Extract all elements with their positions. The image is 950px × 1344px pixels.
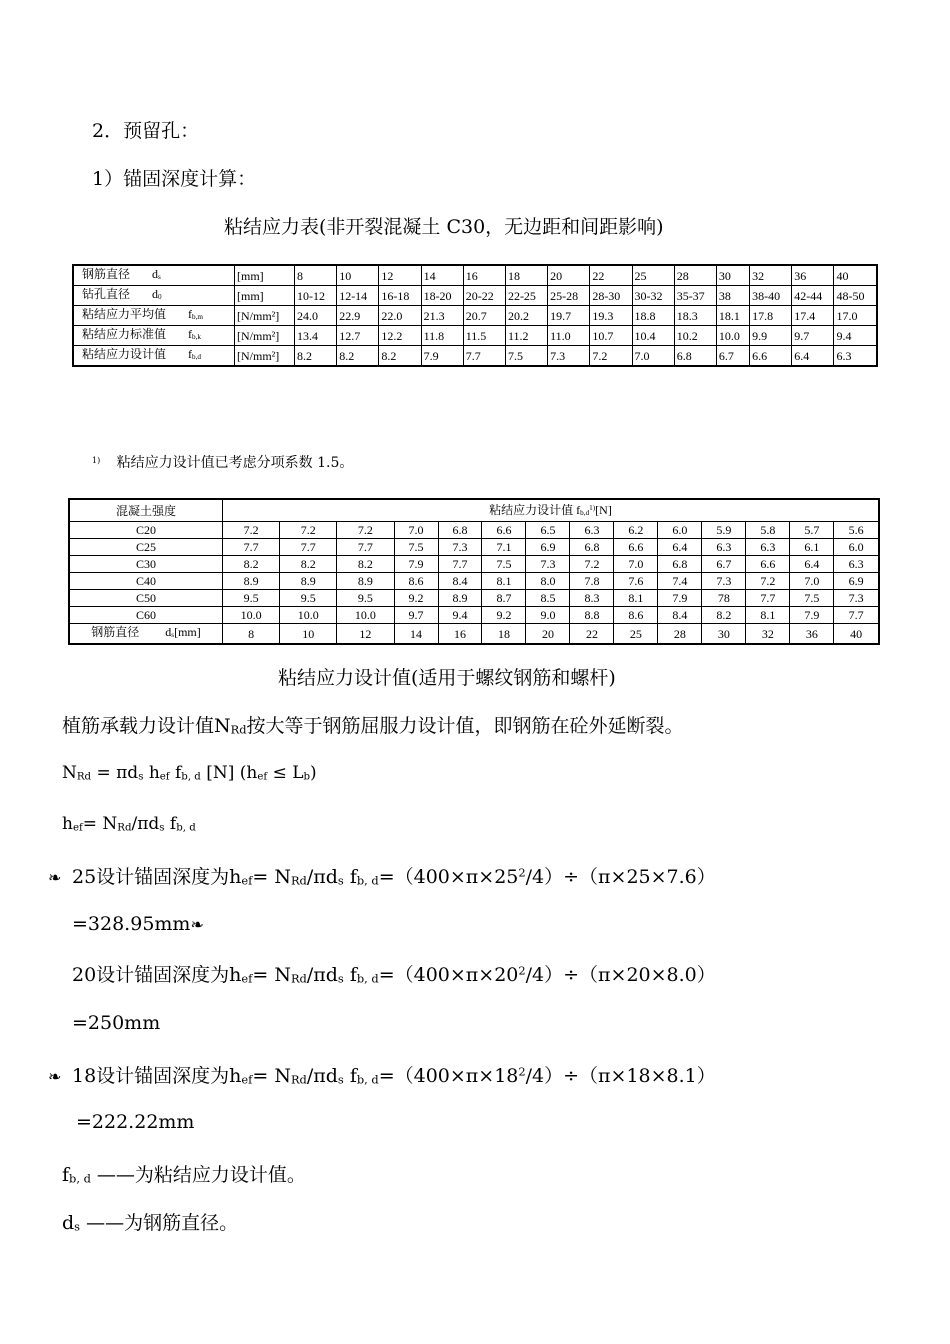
table2-cell: 8.1 <box>482 573 526 590</box>
table1-cell: 22.9 <box>337 306 379 326</box>
table1-row-label: 钻孔直径 $d_0$ <box>73 286 235 306</box>
table2-cell: 8.1 <box>746 607 790 624</box>
bond-design-table <box>68 498 880 645</box>
table1-cell: 9.7 <box>792 326 834 346</box>
table1-row-unit: [mm] <box>235 286 295 306</box>
table2-footer-cell: 20 <box>526 624 570 645</box>
table2-row <box>69 522 879 539</box>
table1-cell: 12.7 <box>337 326 379 346</box>
table1-cell: 7.0 <box>632 346 674 367</box>
table2-cell: 7.3 <box>526 556 570 573</box>
table1-cell: 12.2 <box>379 326 421 346</box>
table1-cell: 10.0 <box>716 326 749 346</box>
table1-cell: 8.2 <box>337 346 379 367</box>
table1-cell: 42-44 <box>792 286 834 306</box>
table2-cell: 78 <box>702 590 746 607</box>
table2-header-row <box>69 499 879 522</box>
table2-footer-cell: 12 <box>337 624 394 645</box>
calc-20-result: =250mm <box>72 1012 161 1034</box>
table1-cell: 7.7 <box>463 346 505 367</box>
paragraph-1: 植筋承载力设计值$N_{Rd}$按大等于钢筋屈服力设计值，即钢筋在砼外延断裂。 <box>62 715 684 737</box>
table2-cell: 6.8 <box>438 522 482 539</box>
table1-row-unit: [mm] <box>235 265 295 286</box>
table2-cell: 7.2 <box>280 522 337 539</box>
table2-cell: 10.0 <box>223 607 280 624</box>
table2-cell: 6.7 <box>702 556 746 573</box>
table1-cell: 10-12 <box>295 286 337 306</box>
table2-cell: 8.6 <box>394 573 438 590</box>
table1-cell: 6.3 <box>834 346 877 367</box>
table2-cell: 5.7 <box>790 522 834 539</box>
table1-cell: 6.4 <box>792 346 834 367</box>
table2-cell: 7.0 <box>394 522 438 539</box>
calc-25: ❧ 25设计锚固深度为$h_{ef}= N_{Rd}/\pi d_s$ $f_{b, d}=(400\times\pi\times 25^2/4)\div(\pi\times 25\times 7.6)$ <box>48 865 716 888</box>
table1-cell: 6.7 <box>716 346 749 367</box>
table2-cell: 7.9 <box>394 556 438 573</box>
table1-caption: 粘结应力表(非开裂混凝土 C30，无边距和间距影响) <box>224 216 664 238</box>
table1-cell: 19.3 <box>590 306 632 326</box>
bond-stress-table <box>72 264 878 367</box>
table2-cell: 9.5 <box>223 590 280 607</box>
table1-row <box>73 306 877 326</box>
table2-cell: 7.6 <box>614 573 658 590</box>
table2-grade: C20 <box>69 522 223 539</box>
table2-cell: 6.3 <box>570 522 614 539</box>
table1-cell: 14 <box>421 265 463 286</box>
table1-cell: 12 <box>379 265 421 286</box>
table1-cell: 21.3 <box>421 306 463 326</box>
section-heading: 2．预留孔： <box>92 120 200 142</box>
rebar-symbol-icon: ❧ <box>190 915 204 934</box>
footnote-text: 粘结应力设计值已考虑分项系数 1.5。 <box>116 455 354 471</box>
table2-header-left: 混凝土强度 <box>69 499 223 522</box>
table2-cell: 7.2 <box>746 573 790 590</box>
table2-cell: 7.1 <box>482 539 526 556</box>
table2-cell: 9.4 <box>438 607 482 624</box>
table2-footer-cell: 14 <box>394 624 438 645</box>
table1-cell: 38 <box>716 286 749 306</box>
table2-cell: 7.2 <box>337 522 394 539</box>
table1-cell: 28-30 <box>590 286 632 306</box>
table1-cell: 19.7 <box>548 306 590 326</box>
table1-cell: 18.1 <box>716 306 749 326</box>
table1-cell: 18-20 <box>421 286 463 306</box>
table2-cell: 7.2 <box>223 522 280 539</box>
table2-cell: 10.0 <box>337 607 394 624</box>
table2-footer-cell: 18 <box>482 624 526 645</box>
table1-cell: 28 <box>674 265 716 286</box>
table2-cell: 9.2 <box>394 590 438 607</box>
table1-row-unit: [N/mm²] <box>235 306 295 326</box>
table2-cell: 8.9 <box>223 573 280 590</box>
table1-cell: 32 <box>750 265 792 286</box>
table2-footer-cell: 32 <box>746 624 790 645</box>
table1-cell: 9.4 <box>834 326 877 346</box>
table2-row <box>69 539 879 556</box>
table1-cell: 12-14 <box>337 286 379 306</box>
table2-cell: 7.5 <box>482 556 526 573</box>
table1-cell: 8 <box>295 265 337 286</box>
table2-cell: 7.7 <box>438 556 482 573</box>
table1-row-label: 粘结应力标准值 $f_{b,k}$ <box>73 326 235 346</box>
table1-row-unit: [N/mm²] <box>235 326 295 346</box>
table2-cell: 7.5 <box>394 539 438 556</box>
formula-1: $N_{Rd} = \pi d_s$ $h_{ef}$ $f_{b, d}$ [N] $(h_{ef} \le L_b)$ <box>62 763 317 783</box>
table2-cell: 7.9 <box>658 590 702 607</box>
table2-cell: 7.3 <box>702 573 746 590</box>
table1-cell: 18 <box>505 265 547 286</box>
footnote-mark: 1) <box>92 456 101 465</box>
table2-footer-cell: 22 <box>570 624 614 645</box>
table1-cell: 22 <box>590 265 632 286</box>
table2-cell: 9.0 <box>526 607 570 624</box>
table2-cell: 6.6 <box>482 522 526 539</box>
table2-grade: C50 <box>69 590 223 607</box>
table2-footer-cell: 25 <box>614 624 658 645</box>
table2-cell: 8.5 <box>526 590 570 607</box>
table2-cell: 7.5 <box>790 590 834 607</box>
table2-footer-cell: 30 <box>702 624 746 645</box>
table2-cell: 6.3 <box>702 539 746 556</box>
table2-footer-cell: 40 <box>834 624 879 645</box>
calc-18-result: =222.22mm <box>76 1111 195 1133</box>
table1-cell: 6.8 <box>674 346 716 367</box>
table1-cell: 6.6 <box>750 346 792 367</box>
table2-cell: 9.7 <box>394 607 438 624</box>
formula-2: $h_{ef}= N_{Rd}/\pi d_s$ $f_{b, d}$ <box>62 814 196 834</box>
table2-cell: 7.2 <box>570 556 614 573</box>
table2-caption: 粘结应力设计值(适用于螺纹钢筋和螺杆) <box>278 667 616 689</box>
table2-cell: 8.2 <box>337 556 394 573</box>
table2-footer-cell: 10 <box>280 624 337 645</box>
table2-cell: 7.7 <box>280 539 337 556</box>
table2-cell: 8.9 <box>337 573 394 590</box>
table1-cell: 48-50 <box>834 286 877 306</box>
table1-cell: 20.7 <box>463 306 505 326</box>
table1-row <box>73 286 877 306</box>
table1-cell: 8.2 <box>295 346 337 367</box>
table1-row-label: 粘结应力设计值 $f_{b,d}$ <box>73 346 235 367</box>
calc-25-result: =328.95mm❧ <box>72 913 214 935</box>
table1-cell: 7.5 <box>505 346 547 367</box>
table1-cell: 16 <box>463 265 505 286</box>
table1-cell: 22-25 <box>505 286 547 306</box>
table2-cell: 7.9 <box>790 607 834 624</box>
table2-cell: 7.3 <box>834 590 879 607</box>
table2-cell: 6.3 <box>746 539 790 556</box>
table2-header-right: 粘结应力设计值 $f_{b,d}^{1)}[N]$ <box>223 499 880 522</box>
table2-row <box>69 590 879 607</box>
table2-cell: 6.5 <box>526 522 570 539</box>
table1-cell: 16-18 <box>379 286 421 306</box>
table2-cell: 7.7 <box>223 539 280 556</box>
table2-cell: 8.8 <box>570 607 614 624</box>
rebar-symbol-icon: ❧ <box>48 868 62 887</box>
table2-cell: 10.0 <box>280 607 337 624</box>
table2-cell: 6.4 <box>658 539 702 556</box>
table1-cell: 7.9 <box>421 346 463 367</box>
definition-ds: $d_s$ ——为钢筋直径。 <box>62 1212 239 1234</box>
table2-grade: C60 <box>69 607 223 624</box>
table2-cell: 6.6 <box>614 539 658 556</box>
table1-cell: 10.7 <box>590 326 632 346</box>
table1-cell: 13.4 <box>295 326 337 346</box>
table2-cell: 9.5 <box>280 590 337 607</box>
table2-cell: 8.2 <box>702 607 746 624</box>
table2-cell: 6.0 <box>658 522 702 539</box>
table1-cell: 7.2 <box>590 346 632 367</box>
table2-row <box>69 556 879 573</box>
table1-cell: 18.8 <box>632 306 674 326</box>
table1-cell: 10.2 <box>674 326 716 346</box>
table1-cell: 30-32 <box>632 286 674 306</box>
table2-footer-cell: 28 <box>658 624 702 645</box>
table1-row <box>73 265 877 286</box>
rebar-symbol-icon: ❧ <box>48 1067 62 1086</box>
table1-cell: 10 <box>337 265 379 286</box>
table2-cell: 6.1 <box>790 539 834 556</box>
table1-cell: 20 <box>548 265 590 286</box>
table1-row-unit: [N/mm²] <box>235 346 295 367</box>
table2-cell: 8.2 <box>223 556 280 573</box>
table2-cell: 7.8 <box>570 573 614 590</box>
table2-cell: 9.5 <box>337 590 394 607</box>
table1-row <box>73 346 877 367</box>
table1-cell: 36 <box>792 265 834 286</box>
table1-cell: 40 <box>834 265 877 286</box>
table1-cell: 11.5 <box>463 326 505 346</box>
calc-18: ❧ 18设计锚固深度为$h_{ef}= N_{Rd}/\pi d_s$ $f_{b, d}=(400\times\pi\times 18^2/4)\div(\pi\times 18\times 8.1)$ <box>48 1064 716 1087</box>
table2-cell: 8.4 <box>438 573 482 590</box>
table1-cell: 38-40 <box>750 286 792 306</box>
table1-cell: 11.0 <box>548 326 590 346</box>
table1-cell: 9.9 <box>750 326 792 346</box>
table2-cell: 6.6 <box>746 556 790 573</box>
table2-cell: 9.2 <box>482 607 526 624</box>
table2-cell: 8.4 <box>658 607 702 624</box>
table2-grade: C40 <box>69 573 223 590</box>
table2-cell: 7.4 <box>658 573 702 590</box>
table1-cell: 24.0 <box>295 306 337 326</box>
table1-cell: 20-22 <box>463 286 505 306</box>
table2-cell: 8.2 <box>280 556 337 573</box>
table2-cell: 6.8 <box>570 539 614 556</box>
definition-fbd: $f_{b, d}$ ——为粘结应力设计值。 <box>62 1164 306 1186</box>
table2-cell: 8.1 <box>614 590 658 607</box>
footnote <box>92 452 353 472</box>
table2-cell: 6.8 <box>658 556 702 573</box>
table1-cell: 35-37 <box>674 286 716 306</box>
table1-cell: 18.3 <box>674 306 716 326</box>
table2-cell: 7.3 <box>438 539 482 556</box>
table1-cell: 17.0 <box>834 306 877 326</box>
table2-footer-cell: 16 <box>438 624 482 645</box>
table2-grade: C30 <box>69 556 223 573</box>
table2-footer-cell: 8 <box>223 624 280 645</box>
table1-cell: 22.0 <box>379 306 421 326</box>
table2-cell: 7.7 <box>746 590 790 607</box>
subsection-heading: 1）锚固深度计算： <box>92 168 257 190</box>
table1-cell: 20.2 <box>505 306 547 326</box>
table1-row <box>73 326 877 346</box>
table2-cell: 6.9 <box>834 573 879 590</box>
table2-cell: 5.8 <box>746 522 790 539</box>
table2-footer-row <box>69 624 879 645</box>
table1-cell: 8.2 <box>379 346 421 367</box>
table2-cell: 6.4 <box>790 556 834 573</box>
table2-cell: 6.9 <box>526 539 570 556</box>
table2-cell: 8.0 <box>526 573 570 590</box>
table2-row <box>69 607 879 624</box>
table2-cell: 8.3 <box>570 590 614 607</box>
table2-cell: 8.6 <box>614 607 658 624</box>
table1-cell: 11.8 <box>421 326 463 346</box>
table2-cell: 7.7 <box>834 607 879 624</box>
table1-cell: 25 <box>632 265 674 286</box>
table2-cell: 7.0 <box>614 556 658 573</box>
table2-footer-label: 钢筋直径 $d_s[mm]$ <box>69 624 223 645</box>
table2-cell: 5.9 <box>702 522 746 539</box>
table1-cell: 17.8 <box>750 306 792 326</box>
table1-cell: 25-28 <box>548 286 590 306</box>
table1-cell: 11.2 <box>505 326 547 346</box>
calc-20: 20设计锚固深度为$h_{ef}= N_{Rd}/\pi d_s$ $f_{b, d}=(400\times\pi\times 20^2/4)\div(\pi\times 20\times 8.0)$ <box>72 963 716 986</box>
table2-cell: 6.2 <box>614 522 658 539</box>
table2-row <box>69 573 879 590</box>
table1-cell: 30 <box>716 265 749 286</box>
table2-cell: 8.9 <box>438 590 482 607</box>
table1-row-label: 钢筋直径 $d_s$ <box>73 265 235 286</box>
table1-row-label: 粘结应力平均值 $f_{b,m}$ <box>73 306 235 326</box>
table1-cell: 7.3 <box>548 346 590 367</box>
table2-cell: 5.6 <box>834 522 879 539</box>
table2-grade: C25 <box>69 539 223 556</box>
table2-cell: 7.7 <box>337 539 394 556</box>
table2-cell: 6.3 <box>834 556 879 573</box>
table2-footer-cell: 36 <box>790 624 834 645</box>
table2-cell: 8.7 <box>482 590 526 607</box>
table2-cell: 6.0 <box>834 539 879 556</box>
table2-cell: 8.9 <box>280 573 337 590</box>
table2-cell: 7.0 <box>790 573 834 590</box>
table1-cell: 17.4 <box>792 306 834 326</box>
table1-cell: 10.4 <box>632 326 674 346</box>
